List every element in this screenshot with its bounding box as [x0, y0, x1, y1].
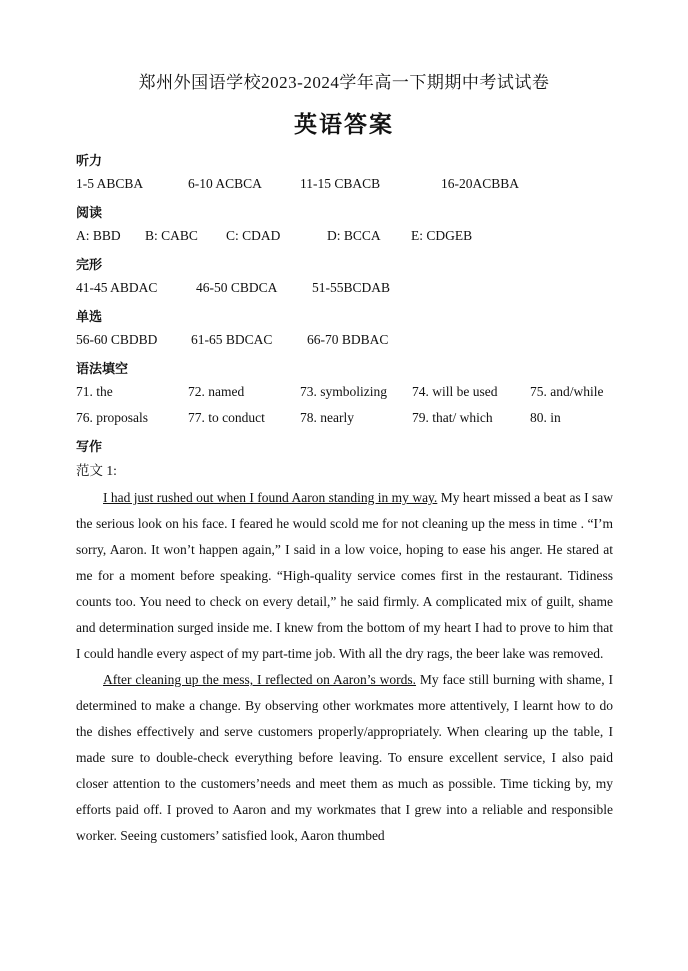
listening-answer: 1-5 ABCBA [76, 176, 144, 191]
grammar-answer: 74. will be used [412, 384, 498, 399]
reading-answer: B: CABC [145, 228, 198, 243]
answer-key-title: 英语答案 [294, 112, 394, 138]
reading-answer: C: CDAD [226, 228, 281, 243]
reading-answer: D: BCCA [327, 228, 381, 243]
single-choice-answer: 56-60 CBDBD [76, 332, 158, 347]
cloze-answer: 51-55BCDAB [312, 280, 391, 295]
listening-heading: 听力 [76, 154, 103, 169]
single-choice-answer: 61-65 BDCAC [191, 332, 273, 347]
grammar-answer: 78. nearly [300, 410, 354, 425]
grammar-answer: 80. in [530, 410, 561, 425]
listening-answer: 11-15 CBACB [300, 176, 381, 191]
listening-answer: 16-20ACBBA [441, 176, 520, 191]
reading-answer: A: BBD [76, 228, 121, 243]
grammar-answer: 79. that/ which [412, 410, 493, 425]
paragraph-2-body: My face still burning with shame, I determined to make a change. By observing other workmates more attentively, I learnt how to do the dishes effectively and serve customers properly/appropriately. When clearing up the table, I made sure to double-check everything before leaving. To ensure excellent service, I also paid closer attention to the customers’needs and meet them as much as possible. Time ticking by, my efforts paid off. I proved to Aaron and my workmates that I grew into a reliable and responsible worker. Seeing customers’ satisfied look, Aaron thumbed [76, 672, 613, 843]
writing-heading: 写作 [76, 440, 103, 455]
grammar-answer: 75. and/while [530, 384, 604, 399]
paragraph-1-body: My heart missed a beat as I saw the serious look on his face. I feared he would scold me for not cleaning up the mess in time . “I’m sorry, Aaron. It won’t happen again,” I said in a low voice, hoping to ease his anger. He stared at me for a moment before speaking. “High-quality service comes first in the restaurant. Tidiness counts too. You need to check on every detail,” he said firmly. A complicated mix of guilt, shame and determination surged inside me. I knew from the bottom of my heart I had to prove to him that I could handle every aspect of my part-time job. With all the dry rags, the beer lake was removed. [76, 490, 613, 661]
exam-title: 郑州外国语学校2023-2024学年高一下期期中考试试卷 [138, 73, 550, 92]
cloze-answer: 46-50 CBDCA [196, 280, 278, 295]
essay-paragraph-1 [76, 485, 613, 667]
grammar-answer: 71. the [76, 384, 113, 399]
paragraph-2-opening-sentence: After cleaning up the mess, I reflected on Aaron’s words. [103, 672, 417, 687]
paragraph-1-opening-sentence: I had just rushed out when I found Aaron standing in my way. [103, 490, 438, 505]
cloze-answer: 41-45 ABDAC [76, 280, 158, 295]
grammar-answer: 72. named [188, 384, 245, 399]
grammar-heading: 语法填空 [76, 362, 129, 377]
reading-heading: 阅读 [76, 206, 103, 221]
listening-answer: 6-10 ACBCA [188, 176, 262, 191]
grammar-answer: 73. symbolizing [300, 384, 387, 399]
sample-essay-label: 范文 1: [76, 463, 117, 478]
essay-paragraph-2 [76, 667, 613, 849]
reading-answer: E: CDGEB [411, 228, 473, 243]
sample-essay [76, 485, 613, 849]
single-choice-heading: 单选 [76, 310, 103, 325]
grammar-answer: 77. to conduct [188, 410, 265, 425]
single-choice-answer: 66-70 BDBAC [307, 332, 389, 347]
cloze-heading: 完形 [76, 258, 103, 273]
grammar-answer: 76. proposals [76, 410, 148, 425]
